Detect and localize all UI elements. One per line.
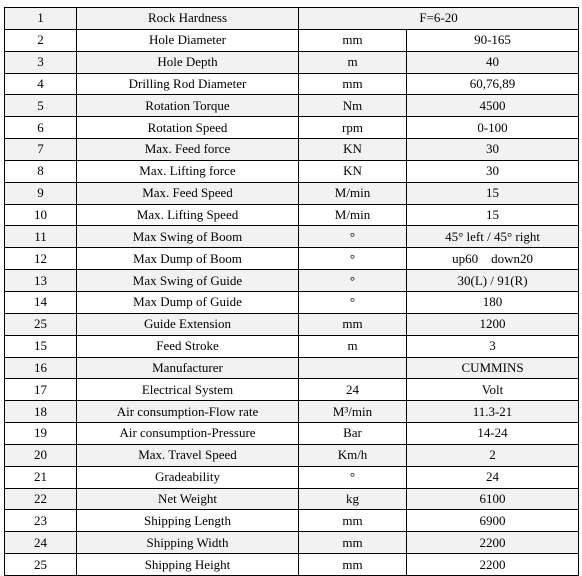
parameter-name-cell: Rotation Speed (77, 117, 299, 139)
unit-cell: M/min (299, 182, 407, 204)
table-row (5, 401, 579, 423)
unit-cell: mm (299, 532, 407, 554)
parameter-name-cell: Air consumption-Flow rate (77, 401, 299, 423)
spec-table (4, 7, 579, 576)
row-number-cell: 13 (5, 270, 77, 292)
unit-cell: M/min (299, 204, 407, 226)
parameter-name-cell: Net Weight (77, 488, 299, 510)
row-number-cell: 16 (5, 357, 77, 379)
parameter-name-cell: Max Swing of Boom (77, 226, 299, 248)
parameter-name-cell: Shipping Width (77, 532, 299, 554)
parameter-value-cell: 6100 (407, 488, 579, 510)
parameter-name-cell: Electrical System (77, 379, 299, 401)
row-number-cell: 25 (5, 554, 77, 576)
row-number-cell: 10 (5, 204, 77, 226)
parameter-name-cell: Air consumption-Pressure (77, 423, 299, 445)
parameter-name-cell: Guide Extension (77, 313, 299, 335)
table-row (5, 117, 579, 139)
parameter-name-cell: Max Dump of Guide (77, 291, 299, 313)
unit-cell: mm (299, 29, 407, 51)
parameter-value-cell: 30(L) / 91(R) (407, 270, 579, 292)
table-row (5, 291, 579, 313)
row-number-cell: 14 (5, 291, 77, 313)
unit-cell: KN (299, 160, 407, 182)
row-number-cell: 23 (5, 510, 77, 532)
parameter-value-cell: 15 (407, 204, 579, 226)
row-number-cell: 9 (5, 182, 77, 204)
unit-cell: mm (299, 554, 407, 576)
row-number-cell: 17 (5, 379, 77, 401)
table-row (5, 51, 579, 73)
unit-cell: m (299, 335, 407, 357)
table-row (5, 73, 579, 95)
parameter-name-cell: Rotation Torque (77, 95, 299, 117)
table-row (5, 444, 579, 466)
row-number-cell: 19 (5, 423, 77, 445)
table-row (5, 423, 579, 445)
parameter-value-cell: 2200 (407, 554, 579, 576)
row-number-cell: 25 (5, 313, 77, 335)
parameter-value-cell: 4500 (407, 95, 579, 117)
unit-cell: ° (299, 248, 407, 270)
parameter-name-cell: Max. Travel Speed (77, 444, 299, 466)
row-number-cell: 15 (5, 335, 77, 357)
table-row (5, 29, 579, 51)
parameter-value-cell: 0-100 (407, 117, 579, 139)
row-number-cell: 21 (5, 466, 77, 488)
parameter-name-cell: Max Swing of Guide (77, 270, 299, 292)
parameter-value-cell: 30 (407, 139, 579, 161)
table-row (5, 313, 579, 335)
row-number-cell: 3 (5, 51, 77, 73)
unit-cell: ° (299, 291, 407, 313)
row-number-cell: 1 (5, 8, 77, 30)
parameter-name-cell: Max. Feed Speed (77, 182, 299, 204)
table-row (5, 226, 579, 248)
unit-cell: ° (299, 270, 407, 292)
parameter-value-cell: 11.3-21 (407, 401, 579, 423)
parameter-name-cell: Feed Stroke (77, 335, 299, 357)
parameter-name-cell: Gradeability (77, 466, 299, 488)
table-row (5, 95, 579, 117)
row-number-cell: 22 (5, 488, 77, 510)
parameter-name-cell: Shipping Length (77, 510, 299, 532)
parameter-name-cell: Max Dump of Boom (77, 248, 299, 270)
table-row (5, 270, 579, 292)
unit-cell: ° (299, 226, 407, 248)
parameter-value-cell: CUMMINS (407, 357, 579, 379)
parameter-value-cell: 24 (407, 466, 579, 488)
unit-cell: mm (299, 313, 407, 335)
table-row (5, 510, 579, 532)
parameter-name-cell: Max. Lifting force (77, 160, 299, 182)
table-row (5, 357, 579, 379)
table-row (5, 182, 579, 204)
table-row (5, 8, 579, 30)
parameter-name-cell: Drilling Rod Diameter (77, 73, 299, 95)
unit-cell: KN (299, 139, 407, 161)
table-row (5, 335, 579, 357)
parameter-value-cell: 2 (407, 444, 579, 466)
table-row (5, 160, 579, 182)
table-row (5, 248, 579, 270)
parameter-name-cell: Shipping Height (77, 554, 299, 576)
parameter-value-cell: 2200 (407, 532, 579, 554)
unit-cell: M³/min (299, 401, 407, 423)
unit-cell: 24 (299, 379, 407, 401)
table-row (5, 139, 579, 161)
unit-cell: Nm (299, 95, 407, 117)
unit-cell: rpm (299, 117, 407, 139)
parameter-name-cell: Hole Depth (77, 51, 299, 73)
table-row (5, 532, 579, 554)
table-row (5, 204, 579, 226)
parameter-name-cell: Hole Diameter (77, 29, 299, 51)
parameter-name-cell: Max. Lifting Speed (77, 204, 299, 226)
unit-cell: ° (299, 466, 407, 488)
unit-cell: m (299, 51, 407, 73)
row-number-cell: 6 (5, 117, 77, 139)
parameter-value-cell: Volt (407, 379, 579, 401)
parameter-value-cell: up60 down20 (407, 248, 579, 270)
row-number-cell: 7 (5, 139, 77, 161)
row-number-cell: 20 (5, 444, 77, 466)
row-number-cell: 24 (5, 532, 77, 554)
table-row (5, 554, 579, 576)
table-row (5, 466, 579, 488)
parameter-value-cell: 40 (407, 51, 579, 73)
parameter-value-cell: 30 (407, 160, 579, 182)
parameter-value-cell: F=6-20 (299, 8, 579, 30)
unit-cell: kg (299, 488, 407, 510)
parameter-value-cell: 90-165 (407, 29, 579, 51)
row-number-cell: 18 (5, 401, 77, 423)
parameter-value-cell: 180 (407, 291, 579, 313)
table-row (5, 379, 579, 401)
parameter-name-cell: Max. Feed force (77, 139, 299, 161)
row-number-cell: 4 (5, 73, 77, 95)
parameter-name-cell: Manufacturer (77, 357, 299, 379)
parameter-value-cell: 3 (407, 335, 579, 357)
spec-table-body (5, 8, 579, 576)
parameter-value-cell: 6900 (407, 510, 579, 532)
table-row (5, 488, 579, 510)
row-number-cell: 8 (5, 160, 77, 182)
row-number-cell: 5 (5, 95, 77, 117)
unit-cell: mm (299, 510, 407, 532)
unit-cell: Km/h (299, 444, 407, 466)
unit-cell (299, 357, 407, 379)
unit-cell: mm (299, 73, 407, 95)
parameter-value-cell: 60,76,89 (407, 73, 579, 95)
parameter-value-cell: 14-24 (407, 423, 579, 445)
parameter-name-cell: Rock Hardness (77, 8, 299, 30)
parameter-value-cell: 1200 (407, 313, 579, 335)
unit-cell: Bar (299, 423, 407, 445)
parameter-value-cell: 15 (407, 182, 579, 204)
row-number-cell: 12 (5, 248, 77, 270)
row-number-cell: 11 (5, 226, 77, 248)
row-number-cell: 2 (5, 29, 77, 51)
parameter-value-cell: 45° left / 45° right (407, 226, 579, 248)
